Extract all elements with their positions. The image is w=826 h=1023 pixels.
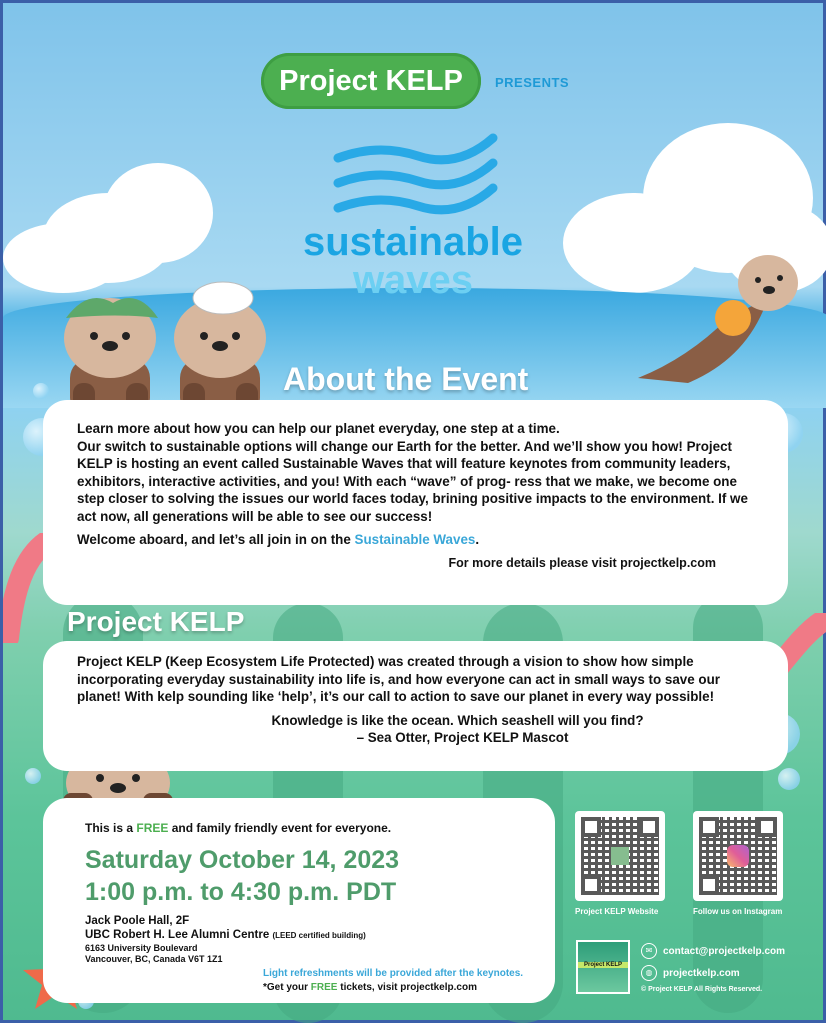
quote-text: Knowledge is like the ocean. Which seashell will you find? <box>271 712 644 728</box>
otter-floating-shell-icon <box>628 248 803 388</box>
about-heading: About the Event <box>283 361 529 397</box>
refreshments-text: Light refreshments will be provided after the keynotes. <box>263 968 524 979</box>
project-kelp-body: Project KELP (Keep Ecosystem Life Protected) was created through a vision to show how simple incorporating everyday sustainability into life is, and how everyone can act in small ways to save our planet! With kelp sounding like ‘help’, it’s our call to action to save our planet in every way possible! <box>77 654 720 704</box>
venue-building <box>85 928 535 943</box>
cloud <box>3 223 123 293</box>
globe-icon: ◍ <box>641 965 657 981</box>
address-line2: Vancouver, BC, Canada V6T 1Z1 <box>85 953 223 964</box>
email-icon: ✉ <box>641 943 657 959</box>
waves-icon <box>333 128 498 218</box>
project-kelp-card <box>43 641 788 771</box>
tickets-text <box>263 982 477 993</box>
email-contact[interactable] <box>641 943 785 959</box>
website-contact[interactable] <box>641 965 740 981</box>
leed-note: (LEED certified building) <box>272 930 366 940</box>
tickets-suffix: tickets, visit projectkelp.com <box>337 982 477 993</box>
about-welcome <box>77 531 758 549</box>
otter-kelp-hat-icon <box>58 288 163 418</box>
event-time: 1:00 p.m. to 4:30 p.m. PDT <box>85 877 397 906</box>
qr-pattern <box>581 817 659 895</box>
event-title-line2: waves <box>352 258 474 302</box>
email-text: contact@projectkelp.com <box>663 945 786 957</box>
venue-building-name: UBC Robert H. Lee Alumni Centre <box>85 928 270 941</box>
quote-attribution: – Sea Otter, Project KELP Mascot <box>356 730 569 745</box>
bubble <box>33 383 49 399</box>
thumbnail-label: Project KELP <box>578 962 628 968</box>
instagram-icon <box>727 845 749 867</box>
otter-sailor-hat-icon <box>168 278 273 418</box>
project-kelp-heading: Project KELP <box>67 606 245 637</box>
free-prefix: This is a <box>85 821 137 835</box>
tickets-prefix: *Get your <box>263 982 311 993</box>
tickets-free: FREE <box>310 982 338 993</box>
website-text: projectkelp.com <box>663 967 740 979</box>
website-qr-code[interactable] <box>575 811 665 901</box>
about-body: Our switch to sustainable options will change our Earth for the better. And we’ll show you how! Project KELP is hosting an event called Sustainable Waves that will feature keynotes from community leaders, exhibitors, interactive activities, and you! With each “wave” of prog- ress that we make, we become one step closer to solving the issues our world faces today, brining positive impacts to the environment. If we act now, all generations will be able to see our success! <box>77 438 748 524</box>
project-kelp-logo: Project KELP <box>261 53 481 109</box>
bubble <box>778 768 800 790</box>
bubble <box>25 768 41 784</box>
venue-name: Jack Poole Hall, 2F <box>85 914 190 927</box>
welcome-text: Welcome aboard, and let’s all join in on the <box>77 532 355 547</box>
free-label: FREE <box>136 821 169 835</box>
event-title <box>233 220 593 302</box>
qr-pattern <box>699 817 777 895</box>
project-kelp-thumbnail <box>576 940 630 994</box>
welcome-period: . <box>475 532 480 547</box>
free-suffix: and family friendly event for everyone. <box>168 821 392 835</box>
copyright-text: © Project KELP All Rights Reserved. <box>641 986 763 993</box>
event-date: Saturday October 14, 2023 <box>85 845 400 874</box>
about-intro: Learn more about how you can help our planet everyday, one step at a time. <box>77 421 560 436</box>
about-card <box>43 400 788 605</box>
instagram-qr-label: Follow us on Instagram <box>693 907 783 916</box>
instagram-qr-code[interactable] <box>693 811 783 901</box>
event-title-line1: sustainable <box>302 220 524 264</box>
sustainable-waves-highlight: Sustainable Waves <box>354 532 476 547</box>
address-line1: 6163 University Boulevard <box>85 942 198 953</box>
kelp-logo-icon <box>611 847 629 865</box>
website-qr-label: Project KELP Website <box>575 907 659 916</box>
more-details-text: For more details please visit projectkelp.com <box>448 555 716 570</box>
free-event-text <box>85 820 535 838</box>
presents-label: PRESENTS <box>495 75 570 90</box>
